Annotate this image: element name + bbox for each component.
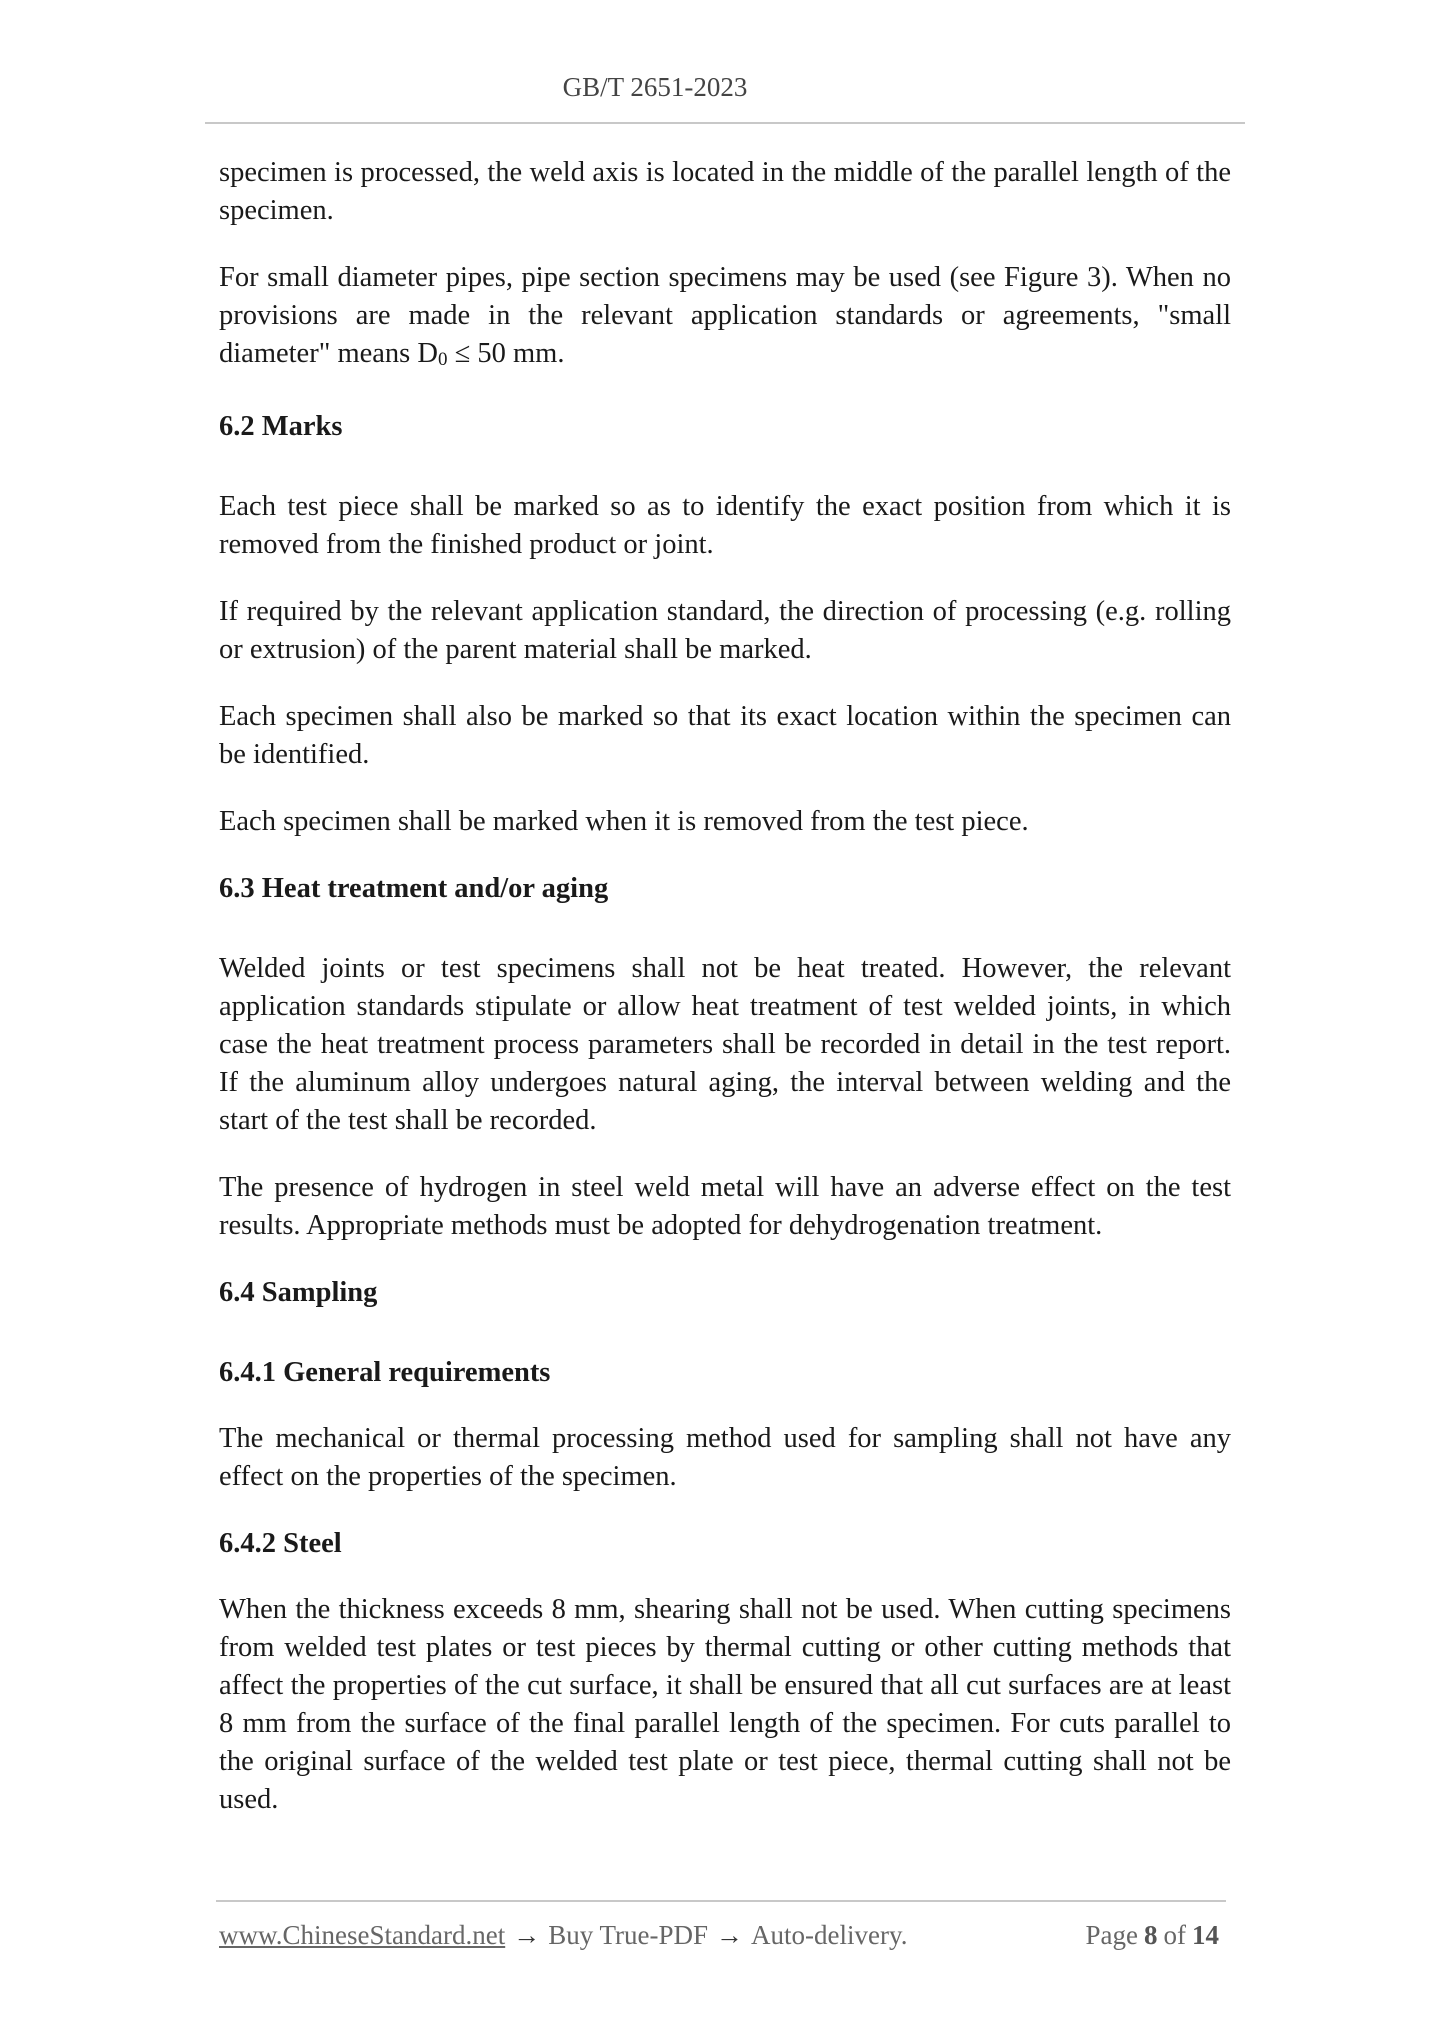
page-total: 14 [1192,1920,1219,1950]
paragraph-text: ≤ 50 mm. [447,338,565,369]
document-body [219,154,1231,1848]
paragraph-small-diameter [219,259,1231,379]
website-link[interactable]: www.ChineseStandard.net [219,1920,506,1950]
paragraph: The mechanical or thermal processing method used for sampling shall not have any effect on the properties of the specimen. [219,1423,1231,1492]
page-indicator [1086,1920,1225,1951]
footer-links [219,1920,907,1951]
page-current: 8 [1144,1920,1158,1950]
arrow-right-icon: → [716,1920,744,1950]
paragraph: Each specimen shall be marked when it is removed from the test piece. [219,806,1029,837]
of-label: of [1163,1920,1186,1950]
arrow-right-icon: → [513,1920,541,1950]
buy-true-pdf-link[interactable]: Buy True-PDF [548,1920,709,1950]
paragraph: If required by the relevant application standard, the direction of processing (e.g. rolling or extrusion) of the parent material shall be marked. [219,596,1231,665]
header-title: GB/T 2651-2023 [562,72,748,102]
paragraph: Each specimen shall also be marked so that its exact location within the specimen can be identified. [219,701,1231,770]
paragraph-text: For small diameter pipes, pipe section specimens may be used (see Figure 3). When no provisions are made in the relevant application standards or agreements, "small diameter" means D [219,262,1231,369]
footer-divider [216,1900,1226,1902]
paragraph: Each test piece shall be marked so as to identify the exact position from which it is removed from the finished product or joint. [219,491,1231,560]
auto-delivery-text: Auto-delivery. [751,1920,908,1950]
section-heading-6-4-2: 6.4.2 Steel [219,1528,342,1559]
section-heading-6-4: 6.4 Sampling [219,1277,378,1308]
page-label: Page [1085,1920,1138,1950]
paragraph: specimen is processed, the weld axis is located in the middle of the parallel length of the specimen. [219,157,1231,226]
section-heading-6-2: 6.2 Marks [219,411,343,442]
section-heading-6-3: 6.3 Heat treatment and/or aging [219,873,609,904]
paragraph: The presence of hydrogen in steel weld metal will have an adverse effect on the test results. Appropriate methods must be adopted for dehydrogenation treatment. [219,1172,1231,1241]
paragraph: When the thickness exceeds 8 mm, shearing shall not be used. When cutting specimens from welded test plates or test pieces by thermal cutting or other cutting methods that affect the properties of the cut surface, it shall be ensured that all cut surfaces are at least 8 mm from the surface of the final parallel length of the specimen. For cuts parallel to the original surface of the welded test plate or test piece, thermal cutting shall not be used. [219,1594,1231,1815]
subscript: 0 [437,349,448,370]
paragraph: Welded joints or test specimens shall not be heat treated. However, the relevant application standards stipulate or allow heat treatment of test welded joints, in which case the heat treatment process parameters shall be recorded in detail in the test report. If the aluminum alloy undergoes natural aging, the interval between welding and the start of the test shall be recorded. [219,953,1231,1136]
header-divider [205,122,1245,124]
section-heading-6-4-1: 6.4.1 General requirements [219,1357,551,1388]
